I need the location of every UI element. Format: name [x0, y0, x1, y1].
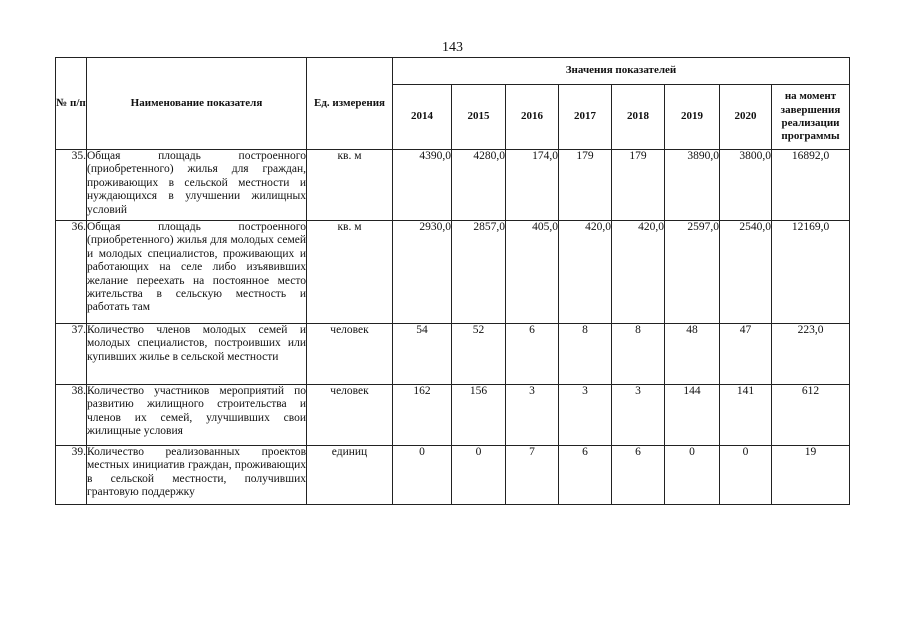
value-cell: 8 — [559, 324, 612, 385]
value-cell: 8 — [612, 324, 665, 385]
unit-cell: человек — [307, 324, 393, 385]
header-year: 2019 — [665, 85, 720, 150]
header-year: 2015 — [452, 85, 506, 150]
value-cell: 2540,0 — [720, 221, 772, 324]
value-cell: 48 — [665, 324, 720, 385]
value-cell: 420,0 — [612, 221, 665, 324]
value-cell: 144 — [665, 385, 720, 446]
value-cell: 156 — [452, 385, 506, 446]
table-row — [56, 150, 850, 221]
indicator-name: Количество реализованных проектов местных инициатив граждан, проживающих в сельской местности, получивших грантовую поддержку — [87, 446, 307, 505]
row-number: 35. — [56, 150, 87, 221]
header-year: 2018 — [612, 85, 665, 150]
value-cell: 3 — [506, 385, 559, 446]
table-row — [56, 221, 850, 324]
value-cell: 0 — [393, 446, 452, 505]
unit-cell: человек — [307, 385, 393, 446]
value-cell: 3 — [612, 385, 665, 446]
page-number: 143 — [442, 40, 463, 55]
indicator-name: Количество членов молодых семей и молодых специалистов, построивших или купивших жилье в сельской местности — [87, 324, 307, 385]
value-cell: 405,0 — [506, 221, 559, 324]
value-cell: 0 — [665, 446, 720, 505]
value-cell: 6 — [506, 324, 559, 385]
unit-cell: кв. м — [307, 150, 393, 221]
row-number: 37. — [56, 324, 87, 385]
header-year: 2020 — [720, 85, 772, 150]
unit-cell: единиц — [307, 446, 393, 505]
header-year: 2017 — [559, 85, 612, 150]
value-cell: 0 — [452, 446, 506, 505]
value-cell: 0 — [720, 446, 772, 505]
header-year: 2016 — [506, 85, 559, 150]
value-cell: 6 — [612, 446, 665, 505]
table-row — [56, 446, 850, 505]
header-final-value: на момент завершения реализации программы — [772, 85, 850, 150]
indicator-name: Общая площадь построенного (приобретенного) жилья для граждан, проживающих в сельской местности и нуждающихся в улучшении жилищных условий — [87, 150, 307, 221]
final-value-cell: 223,0 — [772, 324, 850, 385]
row-number: 39. — [56, 446, 87, 505]
header-indicator-name: Наименование показателя — [87, 58, 307, 150]
final-value-cell: 12169,0 — [772, 221, 850, 324]
value-cell: 141 — [720, 385, 772, 446]
final-value-cell: 16892,0 — [772, 150, 850, 221]
final-value-cell: 19 — [772, 446, 850, 505]
indicator-name: Общая площадь построенного (приобретенного) жилья для молодых семей и молодых специалистов, проживающих и работающих на селе либо изъявивших желание переехать на постоянное место жительства в сельскую местность и работать там — [87, 221, 307, 324]
value-cell: 3890,0 — [665, 150, 720, 221]
header-row-top — [56, 58, 850, 85]
value-cell: 7 — [506, 446, 559, 505]
value-cell: 4390,0 — [393, 150, 452, 221]
value-cell: 2930,0 — [393, 221, 452, 324]
unit-cell: кв. м — [307, 221, 393, 324]
value-cell: 2857,0 — [452, 221, 506, 324]
row-number: 36. — [56, 221, 87, 324]
row-number: 38. — [56, 385, 87, 446]
value-cell: 54 — [393, 324, 452, 385]
indicator-name: Количество участников мероприятий по развитию жилищного строительства и членов их семей, улучшивших свои жилищные условия — [87, 385, 307, 446]
value-cell: 47 — [720, 324, 772, 385]
value-cell: 52 — [452, 324, 506, 385]
value-cell: 174,0 — [506, 150, 559, 221]
header-number: № п/п — [56, 58, 87, 150]
value-cell: 179 — [559, 150, 612, 221]
value-cell: 2597,0 — [665, 221, 720, 324]
indicators-table — [55, 57, 850, 505]
header-indicator-values: Значения показателей — [393, 58, 850, 85]
value-cell: 3800,0 — [720, 150, 772, 221]
value-cell: 4280,0 — [452, 150, 506, 221]
header-unit: Ед. измерения — [307, 58, 393, 150]
table-row — [56, 324, 850, 385]
final-value-cell: 612 — [772, 385, 850, 446]
value-cell: 162 — [393, 385, 452, 446]
value-cell: 3 — [559, 385, 612, 446]
table-row — [56, 385, 850, 446]
value-cell: 179 — [612, 150, 665, 221]
value-cell: 6 — [559, 446, 612, 505]
header-year: 2014 — [393, 85, 452, 150]
value-cell: 420,0 — [559, 221, 612, 324]
